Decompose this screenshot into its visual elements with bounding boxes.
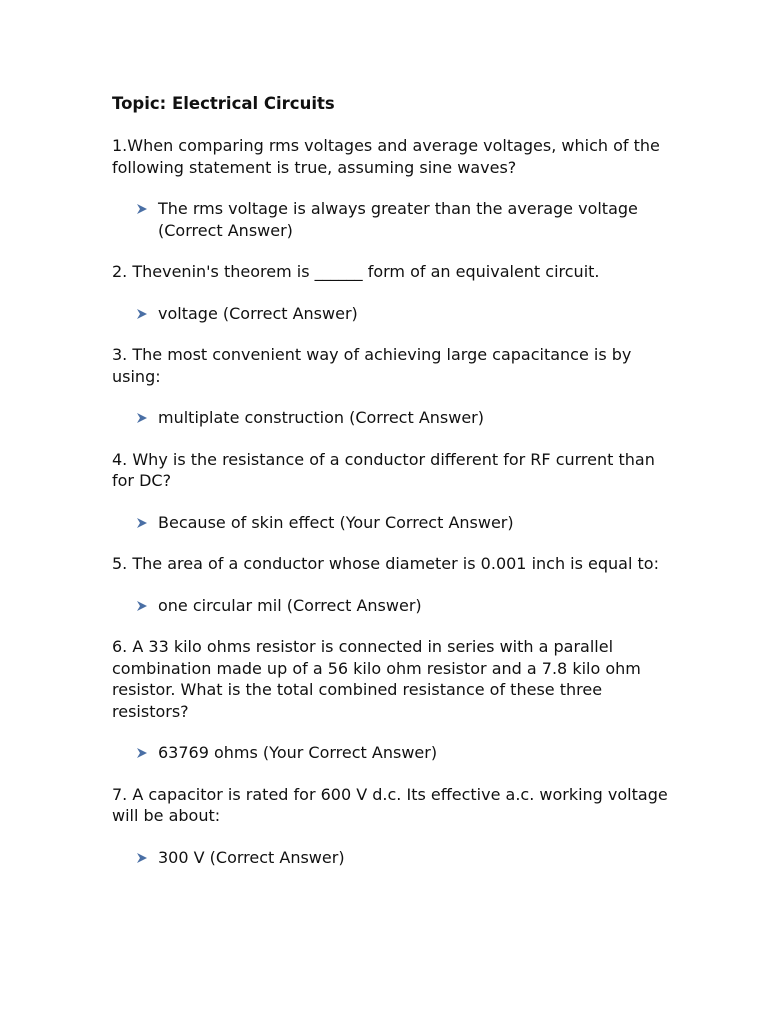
question-1: 1.When comparing rms voltages and average voltages, which of the following statement is true, assuming sine waves? [112, 136, 660, 177]
arrow-bullet-icon [136, 600, 148, 612]
answer-text-2: voltage (Correct Answer) [158, 303, 358, 323]
answer-4 [112, 512, 672, 534]
answer-1 [112, 198, 672, 241]
answer-text-5: one circular mil (Correct Answer) [158, 595, 422, 615]
question-4: 4. Why is the resistance of a conductor different for RF current than for DC? [112, 449, 655, 490]
arrow-bullet-icon [136, 852, 148, 864]
qa-item-7 [112, 784, 672, 869]
answer-3 [112, 407, 672, 429]
document-page [112, 93, 672, 888]
qa-item-2 [112, 261, 672, 324]
arrow-bullet-icon [136, 517, 148, 529]
answer-2 [112, 303, 672, 325]
question-6: 6. A 33 kilo ohms resistor is connected in series with a parallel combination made up of a 56 kilo ohm resistor and a 7.8 kilo ohm resistor. What is the total combined resistance of these three resistors? [112, 637, 641, 721]
question-7: 7. A capacitor is rated for 600 V d.c. Its effective a.c. working voltage will be about: [112, 784, 668, 825]
answer-text-3: multiplate construction (Correct Answer) [158, 408, 484, 427]
answer-5 [112, 595, 672, 617]
question-2: 2. Thevenin's theorem is ______ form of an equivalent circuit. [112, 262, 600, 281]
question-5: 5. The area of a conductor whose diameter is 0.001 inch is equal to: [112, 554, 659, 573]
arrow-bullet-icon [136, 203, 148, 215]
qa-item-6 [112, 636, 672, 764]
qa-item-3 [112, 344, 672, 429]
arrow-bullet-icon [136, 747, 148, 759]
arrow-bullet-icon [136, 412, 148, 424]
answer-text-1: The rms voltage is always greater than the average voltage (Correct Answer) [158, 199, 638, 240]
document-title: Topic: Electrical Circuits [112, 94, 335, 113]
answer-text-4: Because of skin effect (Your Correct Answer) [158, 512, 514, 532]
answer-text-6: 63769 ohms (Your Correct Answer) [158, 743, 438, 762]
answer-text-7: 300 V (Correct Answer) [158, 847, 345, 867]
question-3: 3. The most convenient way of achieving large capacitance is by using: [112, 345, 632, 386]
qa-item-5 [112, 553, 672, 616]
qa-item-1 [112, 135, 672, 241]
answer-6 [112, 742, 672, 764]
qa-item-4 [112, 449, 672, 534]
answer-7 [112, 847, 672, 869]
arrow-bullet-icon [136, 308, 148, 320]
